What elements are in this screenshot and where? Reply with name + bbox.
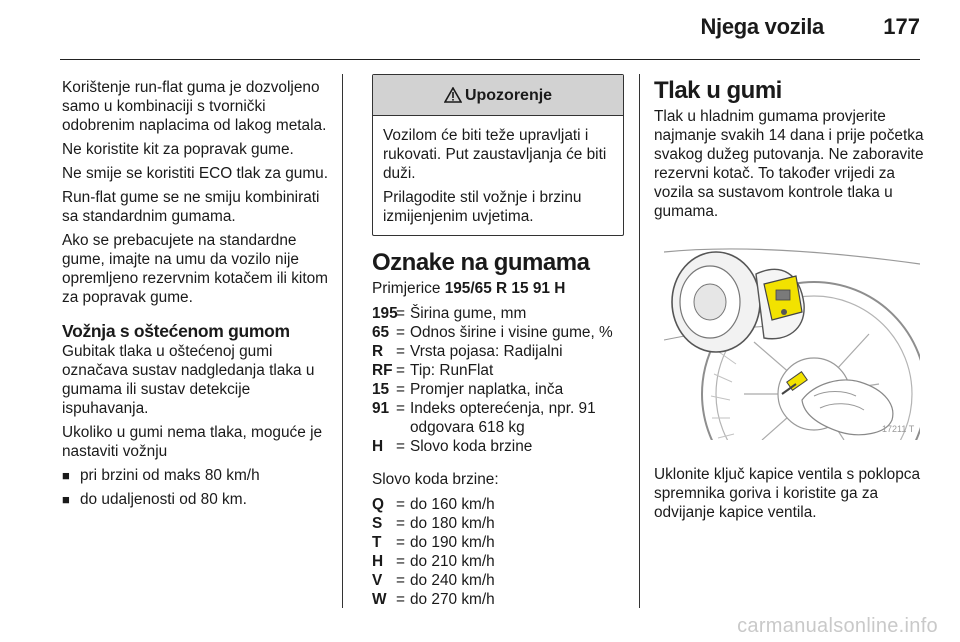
column-divider-right	[639, 74, 640, 608]
page-number: 177	[883, 14, 920, 39]
paragraph: Gubitak tlaka u oštećenoj gumi označava sustav nadgledanja tlaka u gumama ili sustav detekcije ispuhavanja.	[62, 343, 315, 417]
speed-text: do 240 km/h	[410, 572, 495, 589]
code-row	[372, 323, 624, 342]
code-row	[372, 342, 624, 361]
example-line	[372, 279, 624, 298]
paragraph: Korištenje run-flat guma je dozvoljeno samo u kombinaciji s tvornički odobrenim naplacima od lakog metala.	[62, 79, 327, 134]
code-row	[372, 437, 624, 456]
speed-key: V	[372, 572, 383, 589]
bullet-icon: ■	[62, 492, 70, 507]
equals-sign: =	[396, 400, 405, 417]
speed-row	[372, 495, 624, 514]
speed-row	[372, 533, 624, 552]
equals-sign: =	[396, 438, 405, 455]
example-label: Primjerice	[372, 280, 445, 297]
warning-box	[372, 74, 624, 236]
speed-row	[372, 552, 624, 571]
equals-sign: =	[396, 515, 405, 532]
column-3	[654, 78, 924, 527]
code-text: Širina gume, mm	[410, 305, 527, 322]
list-item	[62, 490, 334, 509]
section-heading-tire-markings: Oznake na gumama	[372, 249, 590, 276]
watermark: carmanualsonline.info	[737, 615, 938, 637]
paragraph: Run-flat gume se ne smiju kombinirati sa standardnim gumama.	[62, 189, 320, 225]
paragraph: Tlak u hladnim gumama provjerite najmanje svakih 14 dana i prije početka svakog dužeg putovanja. Ne zaboravite rezervni kotač. To također vrijedi za vozila sa sustavom kontrole tlaka u gumama.	[654, 108, 924, 220]
equals-sign: =	[396, 343, 405, 360]
section-heading-tire-pressure: Tlak u gumi	[654, 77, 782, 104]
speed-key: H	[372, 553, 384, 570]
speed-key: Q	[372, 496, 384, 513]
code-text: Indeks opterećenja, npr. 91 odgovara 618 kg	[410, 400, 596, 436]
figure-number: 17211 T	[882, 424, 915, 434]
column-2	[372, 78, 624, 609]
speed-code-intro: Slovo koda brzine:	[372, 471, 499, 488]
speed-code-list	[372, 495, 624, 609]
paragraph: Ne smije se koristiti ECO tlak za gumu.	[62, 165, 328, 182]
bullet-icon: ■	[62, 468, 70, 483]
equals-sign: =	[396, 496, 405, 513]
code-key: RF	[372, 362, 393, 379]
equals-sign: =	[396, 362, 405, 379]
equals-sign: =	[396, 534, 405, 551]
code-text: Vrsta pojasa: Radijalni	[410, 343, 563, 360]
tire-code-list	[372, 304, 624, 456]
speed-text: do 180 km/h	[410, 515, 495, 532]
list-item	[62, 466, 334, 485]
warning-title: Upozorenje	[464, 86, 553, 104]
speed-key: T	[372, 534, 382, 551]
equals-sign: =	[396, 381, 405, 398]
code-text: Promjer naplatka, inča	[410, 381, 564, 398]
warning-triangle-icon	[444, 87, 462, 103]
figure-caption: Uklonite ključ kapice ventila s poklopca spremnika goriva i koristite ga za odvijanje kapice ventila.	[654, 466, 921, 521]
speed-row	[372, 514, 624, 533]
header-rule	[60, 59, 920, 60]
code-row	[372, 361, 624, 380]
code-key: H	[372, 438, 384, 455]
paragraph: Ne koristite kit za popravak gume.	[62, 141, 294, 158]
code-text: Odnos širine i visine gume, %	[410, 324, 613, 341]
code-row	[372, 380, 624, 399]
equals-sign: =	[396, 553, 405, 570]
code-key: R	[372, 343, 384, 360]
code-key: 195	[372, 305, 398, 322]
paragraph: Ako se prebacujete na standardne gume, imajte na umu da vozilo nije opremljeno rezervnim kotačem ili kitom za popravak gume.	[62, 232, 328, 306]
code-key: 15	[372, 381, 390, 398]
section-heading-damaged-tire: Vožnja s oštećenom gumom	[62, 321, 290, 341]
paragraph: Vozilom će biti teže upravljati i rukovati. Put zaustavljanja će biti duži.	[383, 127, 607, 182]
equals-sign: =	[396, 591, 405, 608]
code-row	[372, 399, 624, 437]
page-header-title: Njega vozila	[700, 14, 824, 39]
code-key: 91	[372, 400, 390, 417]
equals-sign: =	[396, 572, 405, 589]
paragraph: Ukoliko u gumi nema tlaka, moguće je nastaviti vožnju	[62, 424, 323, 460]
speed-row	[372, 571, 624, 590]
speed-text: do 210 km/h	[410, 553, 495, 570]
paragraph: Prilagodite stil vožnje i brzinu izmijenjenim uvjetima.	[383, 189, 582, 225]
column-1	[62, 78, 334, 514]
speed-text: do 190 km/h	[410, 534, 495, 551]
list-item-text: pri brzini od maks 80 km/h	[80, 467, 260, 484]
column-divider-left	[342, 74, 343, 608]
warning-header	[373, 75, 623, 116]
speed-text: do 270 km/h	[410, 591, 495, 608]
code-row	[372, 304, 624, 323]
warning-body	[373, 116, 623, 235]
code-text: Tip: RunFlat	[410, 362, 494, 379]
speed-key: W	[372, 591, 387, 608]
list-item-text: do udaljenosti od 80 km.	[80, 491, 247, 508]
code-key: 65	[372, 324, 390, 341]
fuel-cap-valve-key-illustration	[664, 244, 920, 440]
equals-sign: =	[396, 305, 405, 322]
speed-key: S	[372, 515, 383, 532]
code-text: Slovo koda brzine	[410, 438, 533, 455]
speed-text: do 160 km/h	[410, 496, 495, 513]
example-code: 195/65 R 15 91 H	[444, 280, 566, 297]
speed-row	[372, 590, 624, 609]
equals-sign: =	[396, 324, 405, 341]
